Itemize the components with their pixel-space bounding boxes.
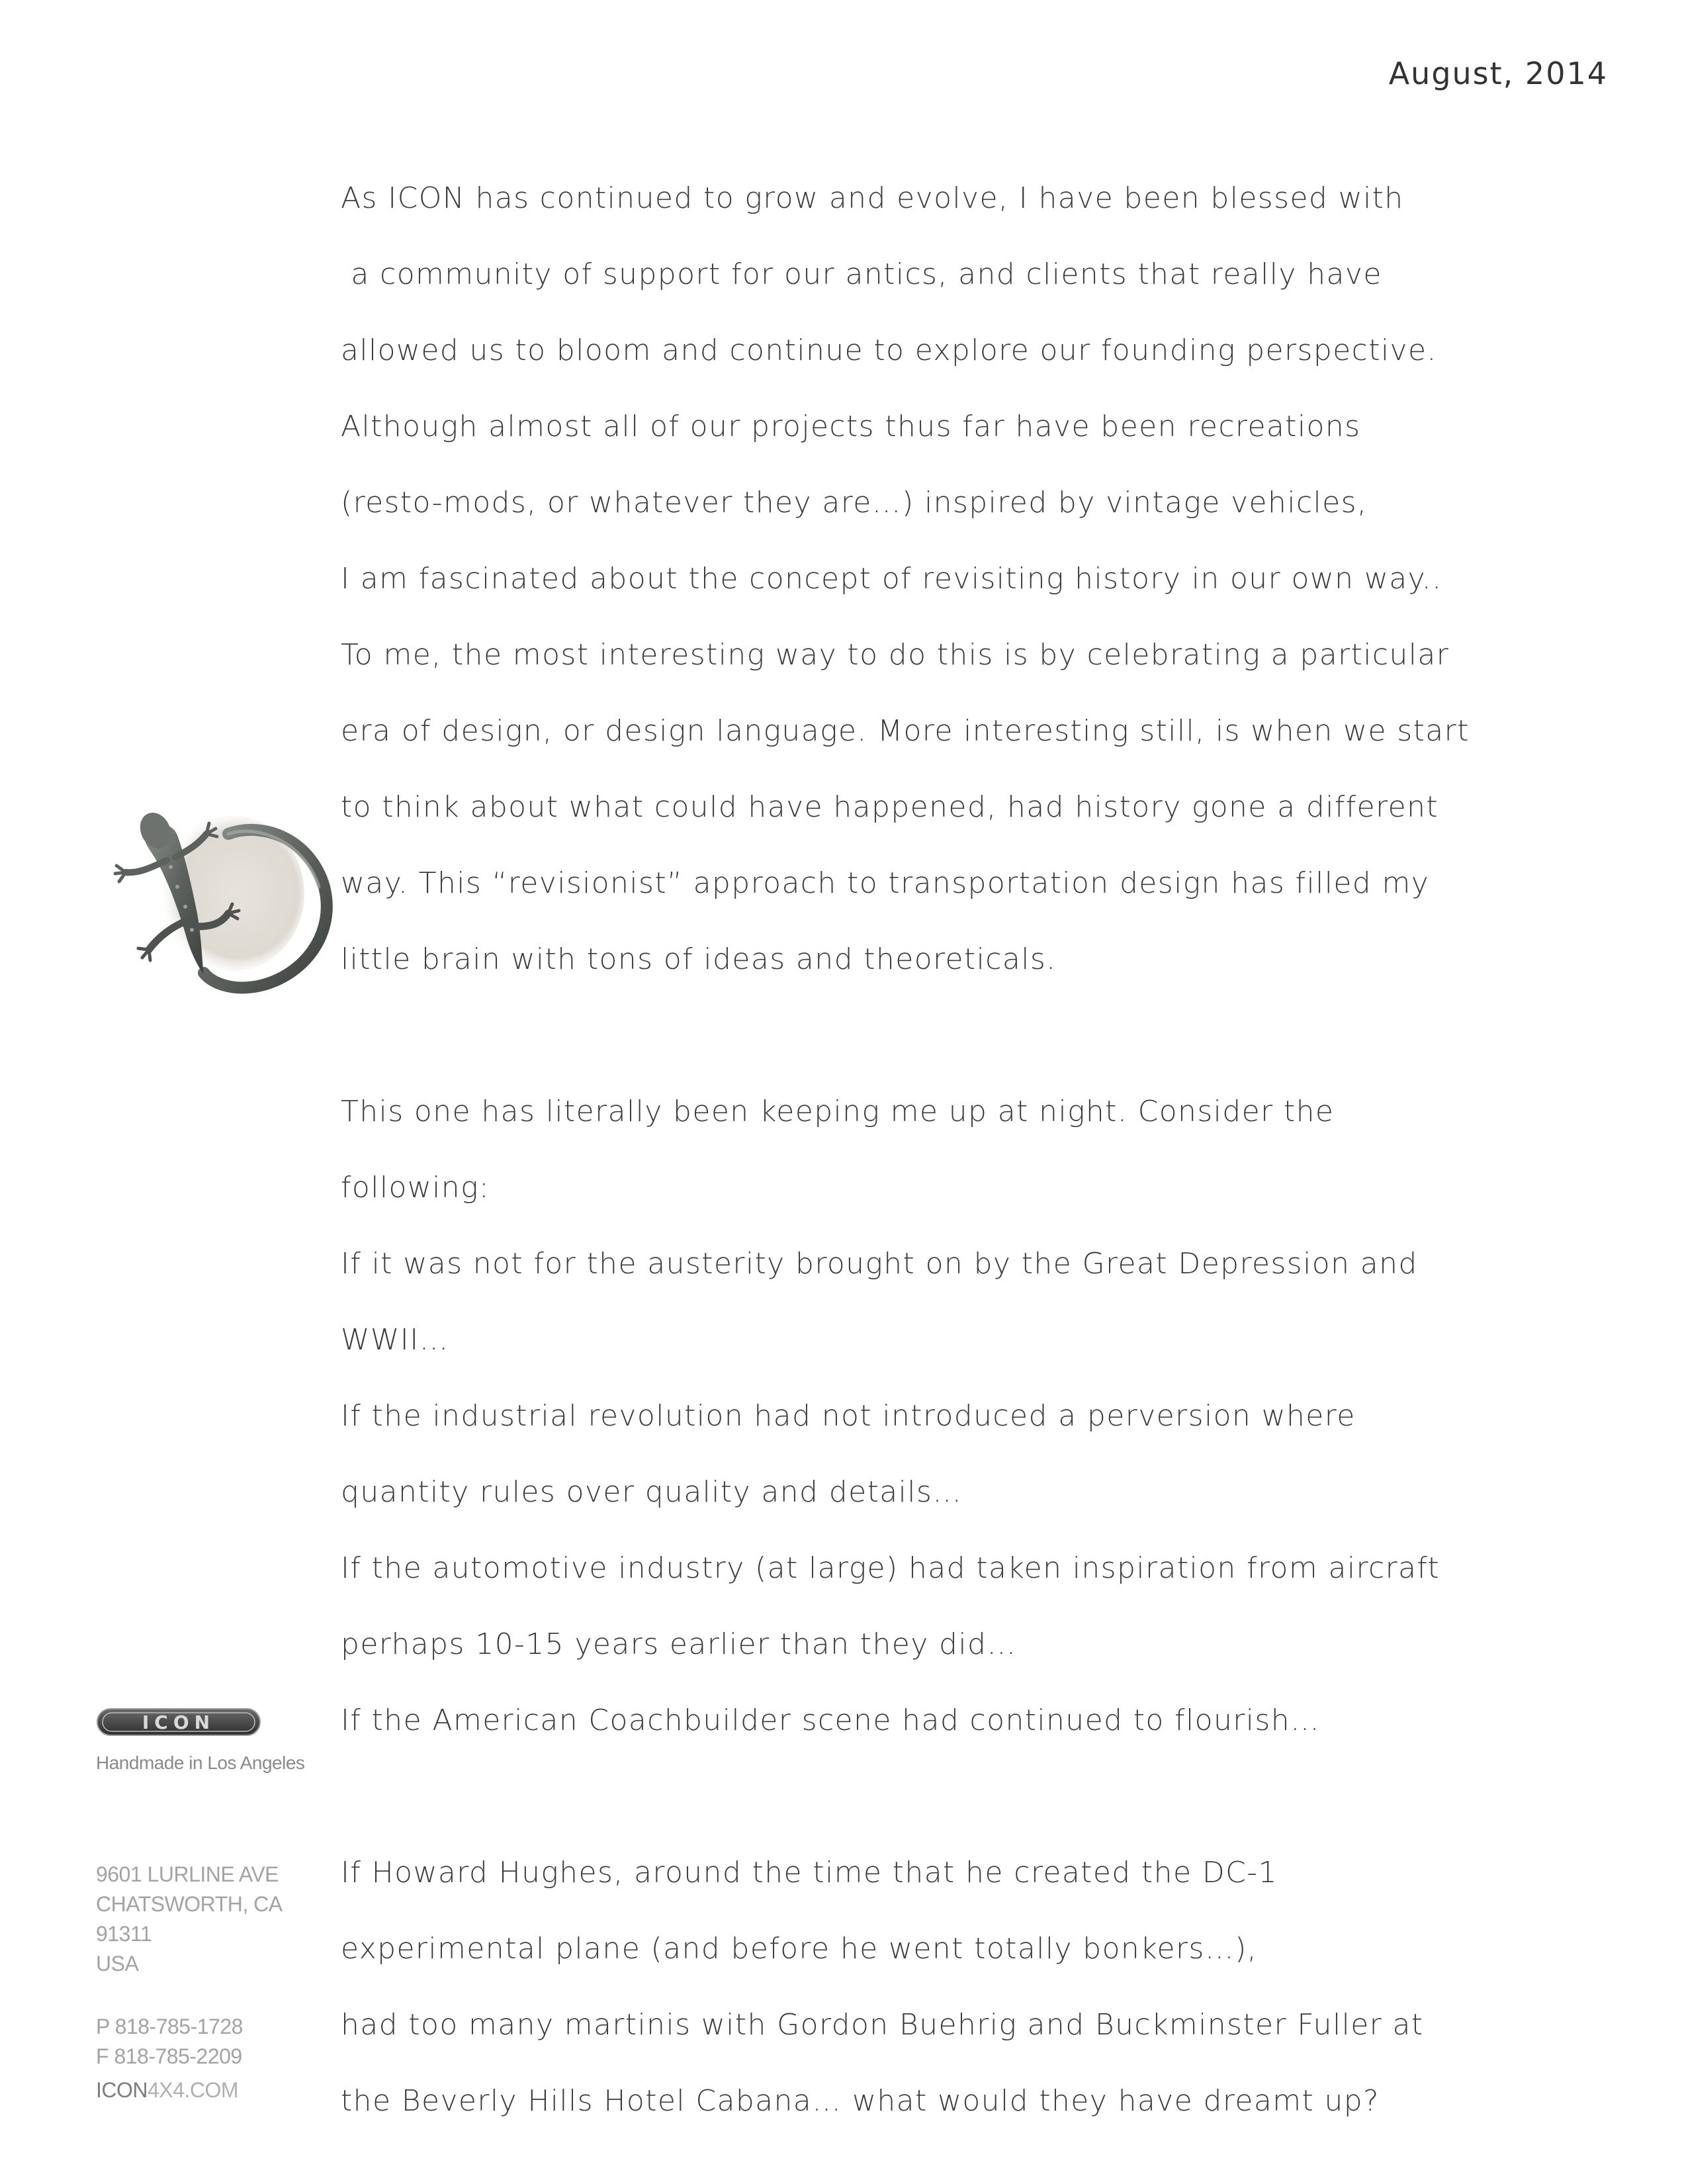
letter-line: a community of support for our antics, and clients that really have [341, 257, 1382, 291]
letter-line: WWII… [341, 1323, 449, 1357]
letter-blank-line [341, 1013, 1658, 1089]
address-line: 91311 [96, 1922, 152, 1946]
letter-body [341, 175, 1658, 2154]
letter-line: experimental plane (and before he went totally bonkers…), [341, 1932, 1258, 1966]
letter-line: As ICON has continued to grow and evolve, I have been blessed with [341, 181, 1404, 215]
letter-blank-line [341, 1774, 1658, 1850]
letter-line: If the automotive industry (at large) had taken inspiration from aircraft [341, 1551, 1440, 1585]
letter-line: perhaps 10-15 years earlier than they did… [341, 1627, 1017, 1661]
letter-line: quantity rules over quality and details… [341, 1475, 963, 1509]
tagline: Handmade in Los Angeles [96, 1752, 305, 1773]
icon-logo [96, 1707, 261, 1737]
letter-line: the Beverly Hills Hotel Cabana… what would they have dreamt up? [341, 2084, 1380, 2118]
letter-date: August, 2014 [1388, 56, 1608, 91]
letter-line: This one has literally been keeping me up at night. Consider the [341, 1095, 1335, 1128]
letter-line: If the industrial revolution had not introduced a perversion where [341, 1399, 1356, 1433]
letter-line: era of design, or design language. More interesting still, is when we start [341, 714, 1470, 748]
address-line: USA [96, 1952, 139, 1976]
website-link[interactable] [96, 2078, 238, 2103]
letter-line: I am fascinated about the concept of revisiting history in our own way.. [341, 562, 1442, 596]
letter-line: to think about what could have happened, had history gone a different [341, 790, 1439, 824]
letter-line: Although almost all of our projects thus far have been recreations [341, 410, 1361, 443]
letter-line: little brain with tons of ideas and theoreticals. [341, 942, 1057, 976]
letter-line: To me, the most interesting way to do this is by celebrating a particular [341, 638, 1450, 672]
address-block [96, 1860, 283, 1979]
letter-line: allowed us to bloom and continue to explore our founding perspective. [341, 334, 1437, 367]
letter-line: (resto-mods, or whatever they are…) inspired by vintage vehicles, [341, 486, 1368, 520]
letter-line: If the American Coachbuilder scene had continued to flourish… [341, 1704, 1321, 1737]
letter-line: had too many martinis with Gordon Buehrig and Buckminster Fuller at [341, 2008, 1424, 2042]
logo-text: ICON [142, 1711, 216, 1733]
website-light: 4X4.COM [148, 2078, 238, 2102]
letter-line: following: [341, 1171, 490, 1205]
website-bold: ICON [96, 2078, 148, 2102]
address-line: CHATSWORTH, CA [96, 1892, 283, 1916]
address-line: 9601 LURLINE AVE [96, 1862, 279, 1886]
letter-line: way. This “revisionist” approach to transportation design has filled my [341, 866, 1430, 900]
phone-number: P 818-785-1728 [96, 2015, 243, 2038]
contact-block [96, 2012, 243, 2071]
letter-line: If Howard Hughes, around the time that he created the DC-1 [341, 1856, 1278, 1889]
fax-number: F 818-785-2209 [96, 2044, 242, 2068]
letter-line: If it was not for the austerity brought on by the Great Depression and [341, 1247, 1418, 1281]
lizard-icon [93, 794, 344, 1006]
